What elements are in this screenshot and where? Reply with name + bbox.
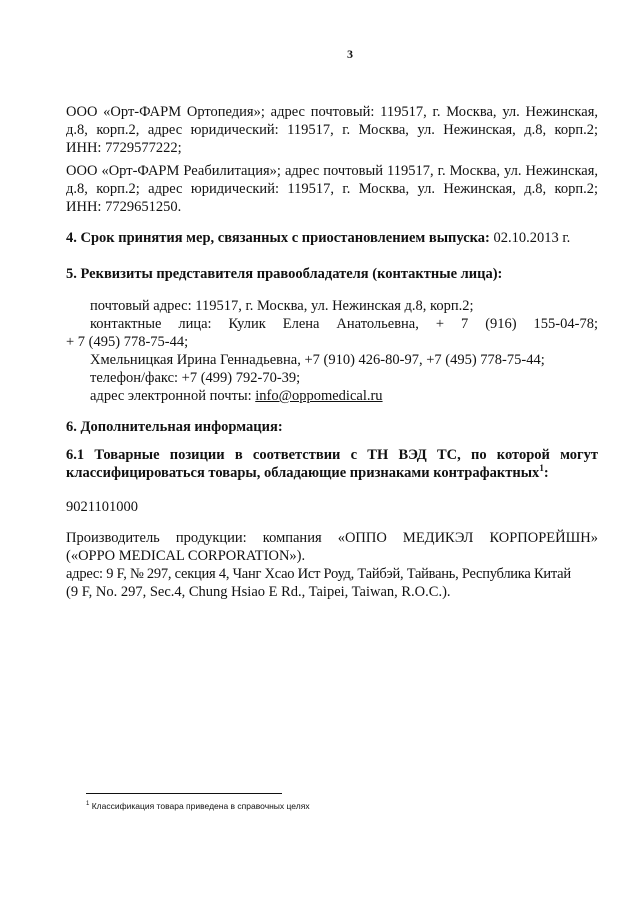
org1-paragraph — [66, 103, 598, 157]
email-label: адрес электронной почты: — [90, 388, 256, 404]
manufacturer-paragraph — [66, 529, 598, 601]
address-line-2: (9 F, No. 297, Sec.4, Chung Hsiao E Rd., Taipei, Taiwan, R.O.C.). — [66, 584, 451, 600]
section6-1-line-2 — [66, 464, 598, 482]
org1-line-2: д.8, корп.2, адрес юридический: 119517, г. Москва, ул. Нежинская, д.8, корп.2; — [66, 122, 598, 138]
section6-1-line-1: 6.1 Товарные позиции в соответствии с ТН ВЭД ТС, по которой могут — [66, 447, 598, 463]
section6-1-heading — [66, 446, 598, 482]
section4-value: 02.10.2013 г. — [493, 230, 571, 246]
contact-line-2: + 7 (495) 778-75-44; — [66, 334, 189, 350]
section6-1-colon: : — [543, 465, 549, 481]
postal-address: почтовый адрес: 119517, г. Москва, ул. Нежинская д.8, корп.2; — [90, 298, 474, 314]
phone-fax: телефон/факс: +7 (499) 792-70-39; — [90, 370, 301, 386]
section4-heading — [66, 229, 598, 247]
section6-1-line-2-text: классифицироваться товары, обладающие признаками контрафактных — [66, 465, 540, 481]
footnote-text: Классификация товара приведена в справочных целях — [89, 801, 310, 811]
section5-details — [66, 297, 598, 405]
manufacturer-line-1: Производитель продукции: компания «ОППО МЕДИКЭЛ КОРПОРЕЙШН» — [66, 530, 598, 546]
email-link[interactable]: info@oppomedical.ru — [255, 388, 383, 404]
section6-heading: 6. Дополнительная информация: — [66, 419, 283, 435]
email-line — [66, 387, 598, 405]
org2-line-2: д.8, корп.2; адрес юридический: 119517, г. Москва, ул. Нежинская, д.8, корп.2; — [66, 181, 598, 197]
address-line-1: адрес: 9 F, № 297, секция 4, Чанг Хсао Ист Роуд, Тайбэй, Тайвань, Республика Китай — [66, 566, 571, 582]
footnote-divider — [86, 793, 282, 794]
section4-label: 4. Срок принятия мер, связанных с приостановлением выпуска: — [66, 230, 490, 246]
org2-line-1: ООО «Орт-ФАРМ Реабилитация»; адрес почтовый 119517, г. Москва, ул. Нежинская, — [66, 163, 598, 179]
contact-line-1: контактные лица: Кулик Елена Анатольевна, + 7 (916) 155-04-78; — [90, 316, 598, 332]
manufacturer-line-2: («OPPO MEDICAL CORPORATION»). — [66, 548, 306, 564]
org1-line-1: ООО «Орт-ФАРМ Ортопедия»; адрес почтовый: 119517, г. Москва, ул. Нежинская, — [66, 104, 598, 120]
footnote — [86, 800, 310, 812]
tn-ved-code: 9021101000 — [66, 499, 138, 515]
footnote-ref: 1 — [539, 463, 544, 474]
page-number: 3 — [347, 47, 353, 61]
contact-line-3: Хмельницкая Ирина Геннадьевна, +7 (910) 426-80-97, +7 (495) 778-75-44; — [90, 352, 545, 368]
org2-paragraph — [66, 162, 598, 216]
footnote-mark: 1 — [86, 801, 90, 808]
org2-line-3: ИНН: 7729651250. — [66, 199, 182, 215]
org1-line-3: ИНН: 7729577222; — [66, 140, 182, 156]
section5-heading: 5. Реквизиты представителя правообладателя (контактные лица): — [66, 266, 503, 282]
